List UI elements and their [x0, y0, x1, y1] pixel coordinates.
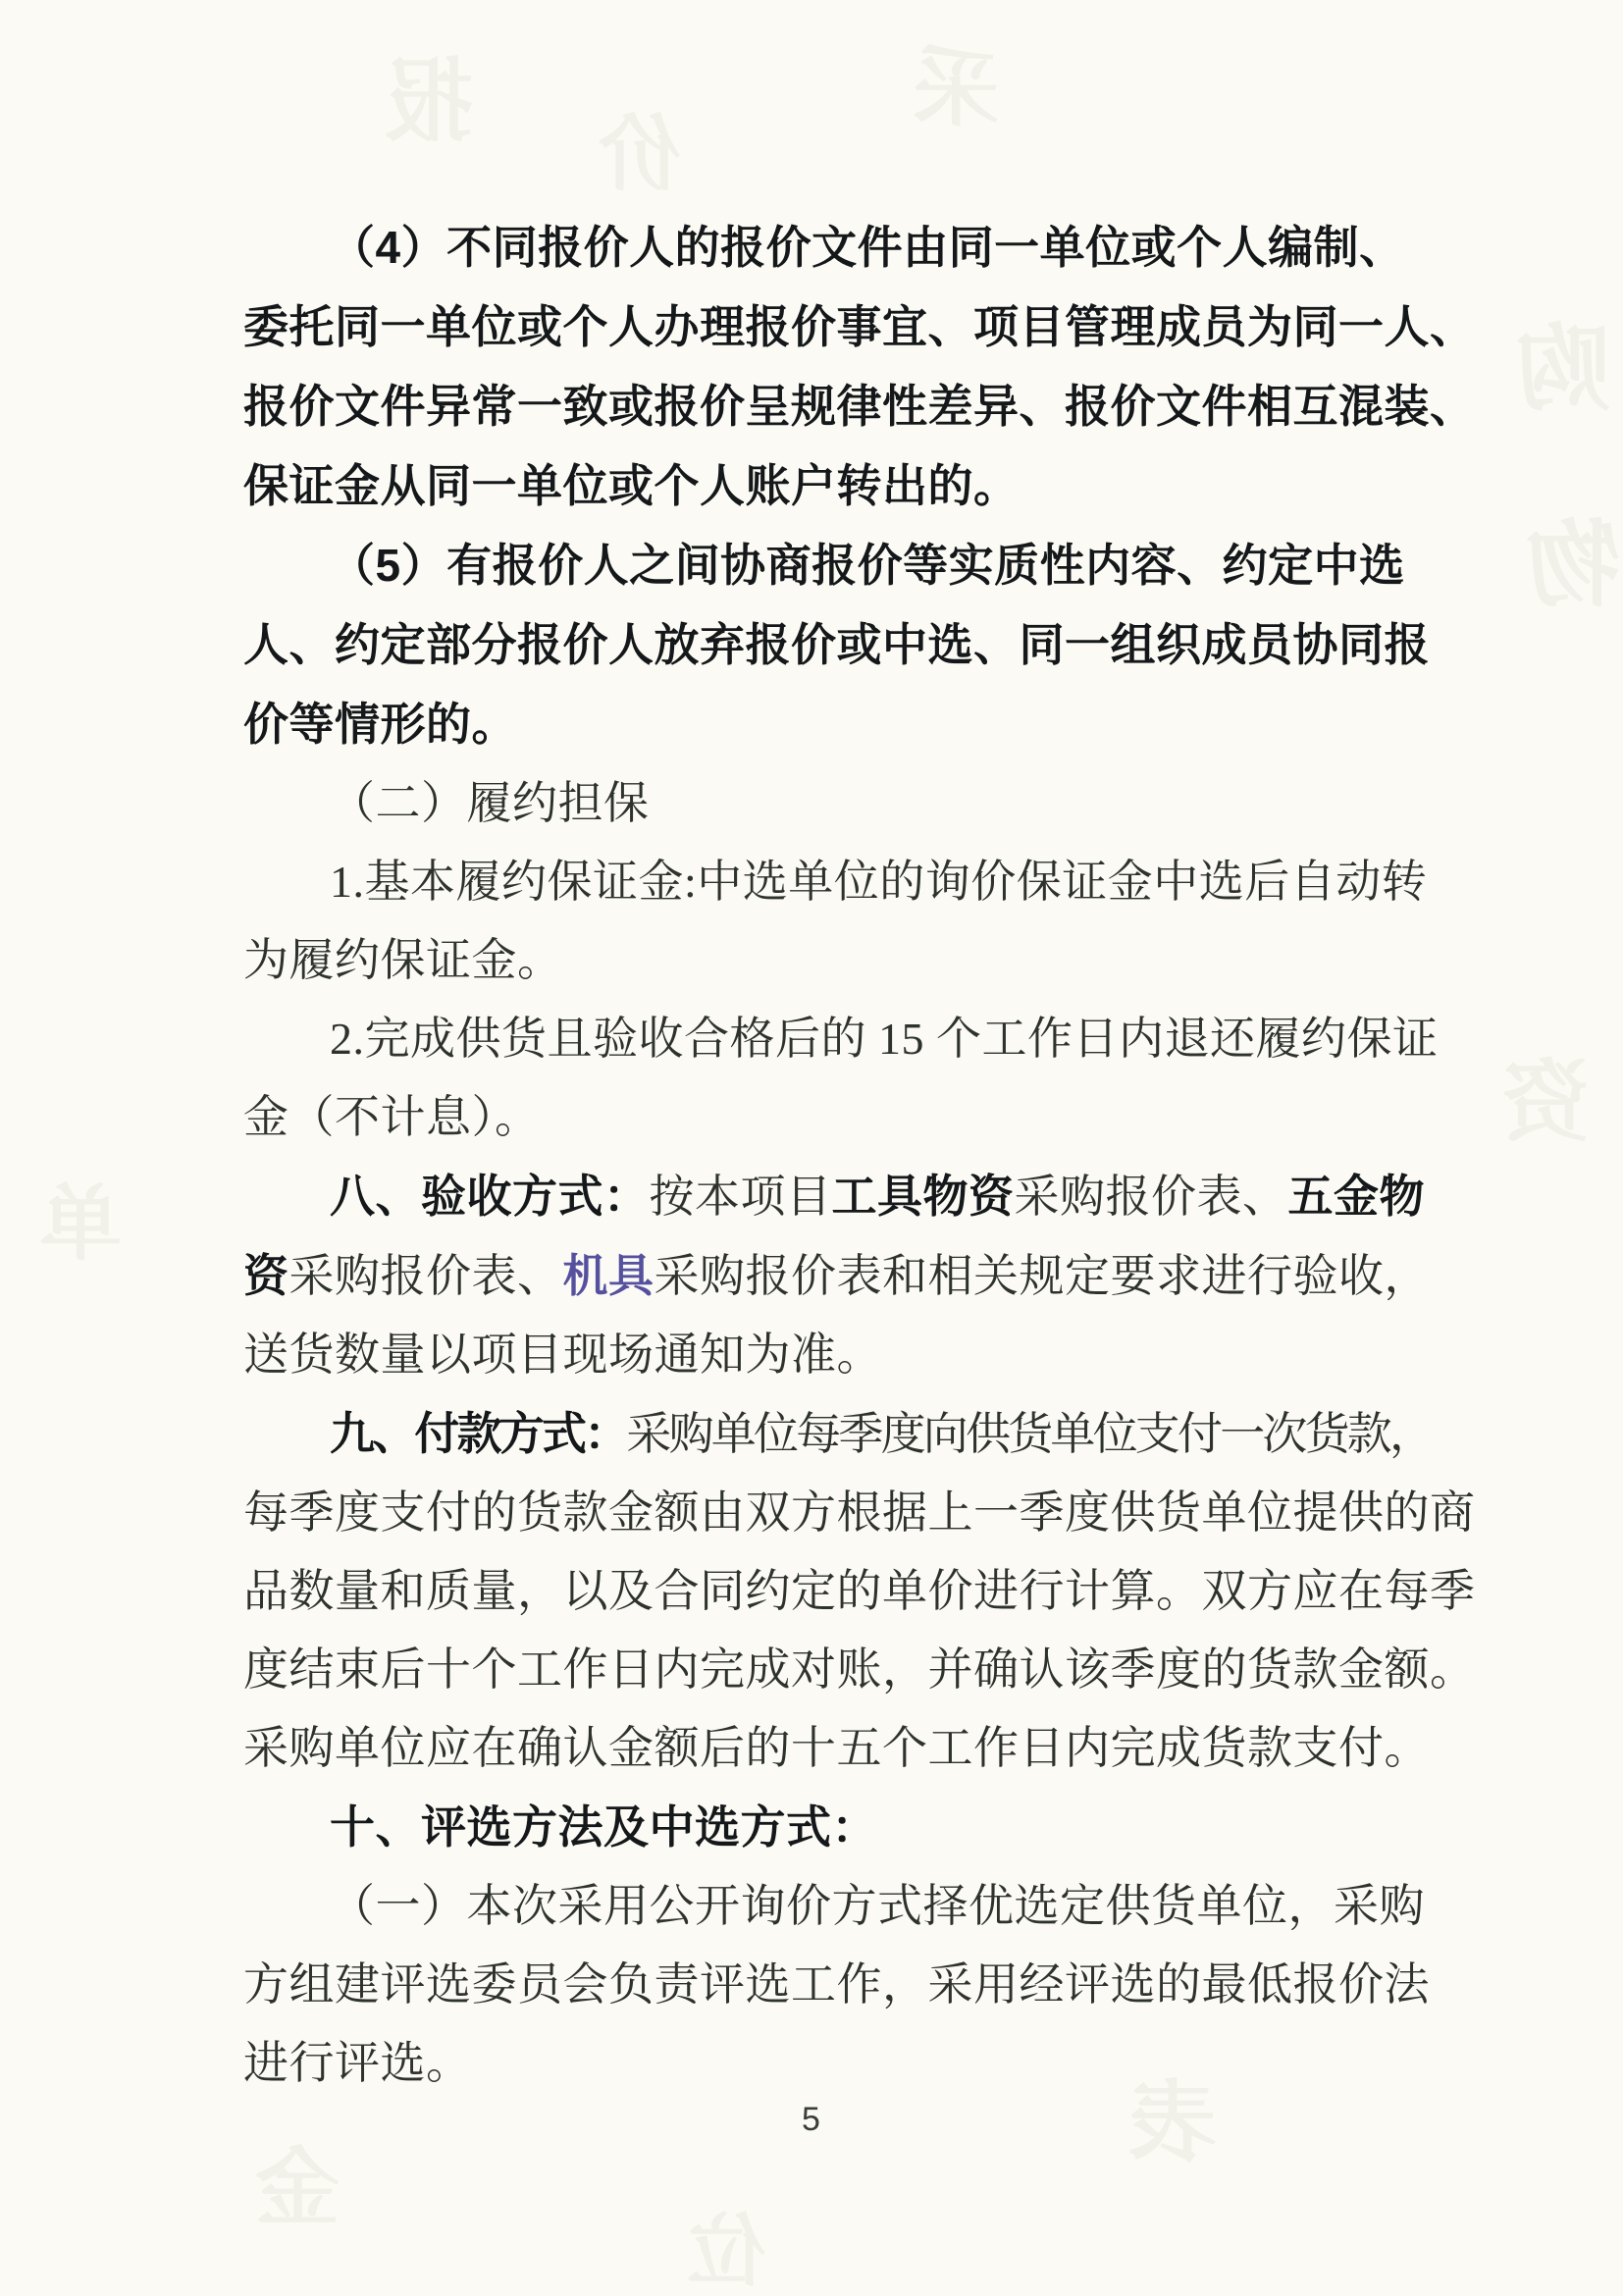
text-run: 委托同一单位或个人办理报价事宜、项目管理成员为同一人、	[243, 301, 1476, 352]
text-line	[243, 208, 1509, 287]
ghost-mark: 报	[383, 52, 474, 152]
ghost-mark: 价	[599, 108, 682, 200]
text-run: （5）有报价人之间协商报价等实质性内容、约定中选	[330, 540, 1405, 591]
text-run: （4）不同报价人的报价文件由同一单位或个人编制、	[330, 222, 1405, 273]
ghost-mark: 物	[1526, 513, 1620, 618]
text-run: 采购报价表和相关规定要求进行验收，	[654, 1251, 1430, 1301]
ghost-mark: 金	[255, 2141, 340, 2235]
text-line	[243, 287, 1509, 367]
section-heading-payment: 九、付款方式：	[330, 1408, 627, 1459]
section-heading-selection: 十、评选方法及中选方式：	[330, 1801, 877, 1852]
text-line	[243, 685, 1509, 764]
text-line	[243, 921, 1509, 1000]
text-line	[243, 1394, 1509, 1474]
text-run: 金（不计息）。	[243, 1092, 541, 1142]
text-run: 品数量和质量，以及合同约定的单价进行计算。双方应在每季	[243, 1566, 1476, 1616]
text-line	[243, 1316, 1509, 1394]
text-line	[243, 1000, 1509, 1078]
ghost-mark: 资	[1501, 1054, 1590, 1152]
document-body	[243, 208, 1509, 2103]
text-run: 五金物	[1287, 1171, 1425, 1222]
text-line	[243, 1157, 1509, 1236]
text-line	[243, 1631, 1509, 1709]
text-line	[243, 367, 1509, 446]
text-run: 按本项目	[649, 1172, 832, 1222]
text-run: 送货数量以项目现场通知为准。	[243, 1330, 882, 1380]
ghost-mark: 表	[1128, 2074, 1217, 2172]
text-line	[243, 1078, 1509, 1157]
text-line	[243, 843, 1509, 921]
text-run: 进行评选。	[243, 2038, 472, 2088]
text-line	[243, 1474, 1509, 1552]
text-line	[243, 1946, 1509, 2024]
text-run: 人、约定部分报价人放弃报价或中选、同一组织成员协同报	[243, 619, 1430, 670]
page-number: 5	[802, 2101, 821, 2138]
text-run: （一）本次采用公开询价方式择优选定供货单位，采购	[330, 1881, 1425, 1931]
ghost-mark: 单	[39, 1177, 123, 1270]
text-line	[243, 1788, 1509, 1867]
text-line	[243, 605, 1509, 685]
text-line	[243, 446, 1509, 526]
ghost-mark: 购	[1516, 317, 1610, 422]
text-line	[243, 1709, 1509, 1788]
text-run: 采购单位每季度向供货单位支付一次货款，	[626, 1409, 1433, 1459]
text-line	[243, 1867, 1509, 1946]
text-run: 1.基本履约保证金:中选单位的询价保证金中选后自动转	[330, 857, 1428, 907]
text-run: 保证金从同一单位或个人账户转出的。	[243, 460, 1020, 511]
text-run: （二）履约担保	[330, 778, 650, 828]
text-run: 每季度支付的货款金额由双方根据上一季度供货单位提供的商	[243, 1487, 1476, 1538]
text-line	[243, 526, 1509, 605]
text-run: 2.完成供货且验收合格后的 15 个工作日内退还履约保证	[330, 1014, 1439, 1064]
text-run: 报价文件异常一致或报价呈规律性差异、报价文件相互混装、	[243, 381, 1476, 432]
text-line	[243, 2024, 1509, 2103]
accent-text-run: 机具	[562, 1250, 654, 1301]
text-run: 工具物资	[831, 1171, 1015, 1222]
text-run: 为履约保证金。	[243, 935, 563, 985]
ghost-mark: 采	[913, 39, 1000, 136]
ghost-mark: 位	[687, 2208, 765, 2295]
text-run: 采购报价表、	[288, 1251, 563, 1301]
text-line	[243, 1236, 1509, 1316]
text-run: 采购单位应在确认金额后的十五个工作日内完成货款支付。	[243, 1723, 1430, 1773]
text-run: 资	[243, 1250, 289, 1301]
text-run: 度结束后十个工作日内完成对账，并确认该季度的货款金额。	[243, 1644, 1476, 1695]
text-line	[243, 764, 1509, 843]
text-run: 价等情形的。	[243, 699, 517, 750]
text-run: 采购报价表、	[1014, 1172, 1288, 1222]
text-run: 方组建评选委员会负责评选工作，采用经评选的最低报价法	[243, 1959, 1430, 2009]
text-line	[243, 1552, 1509, 1631]
section-heading-acceptance: 八、验收方式：	[330, 1171, 650, 1222]
